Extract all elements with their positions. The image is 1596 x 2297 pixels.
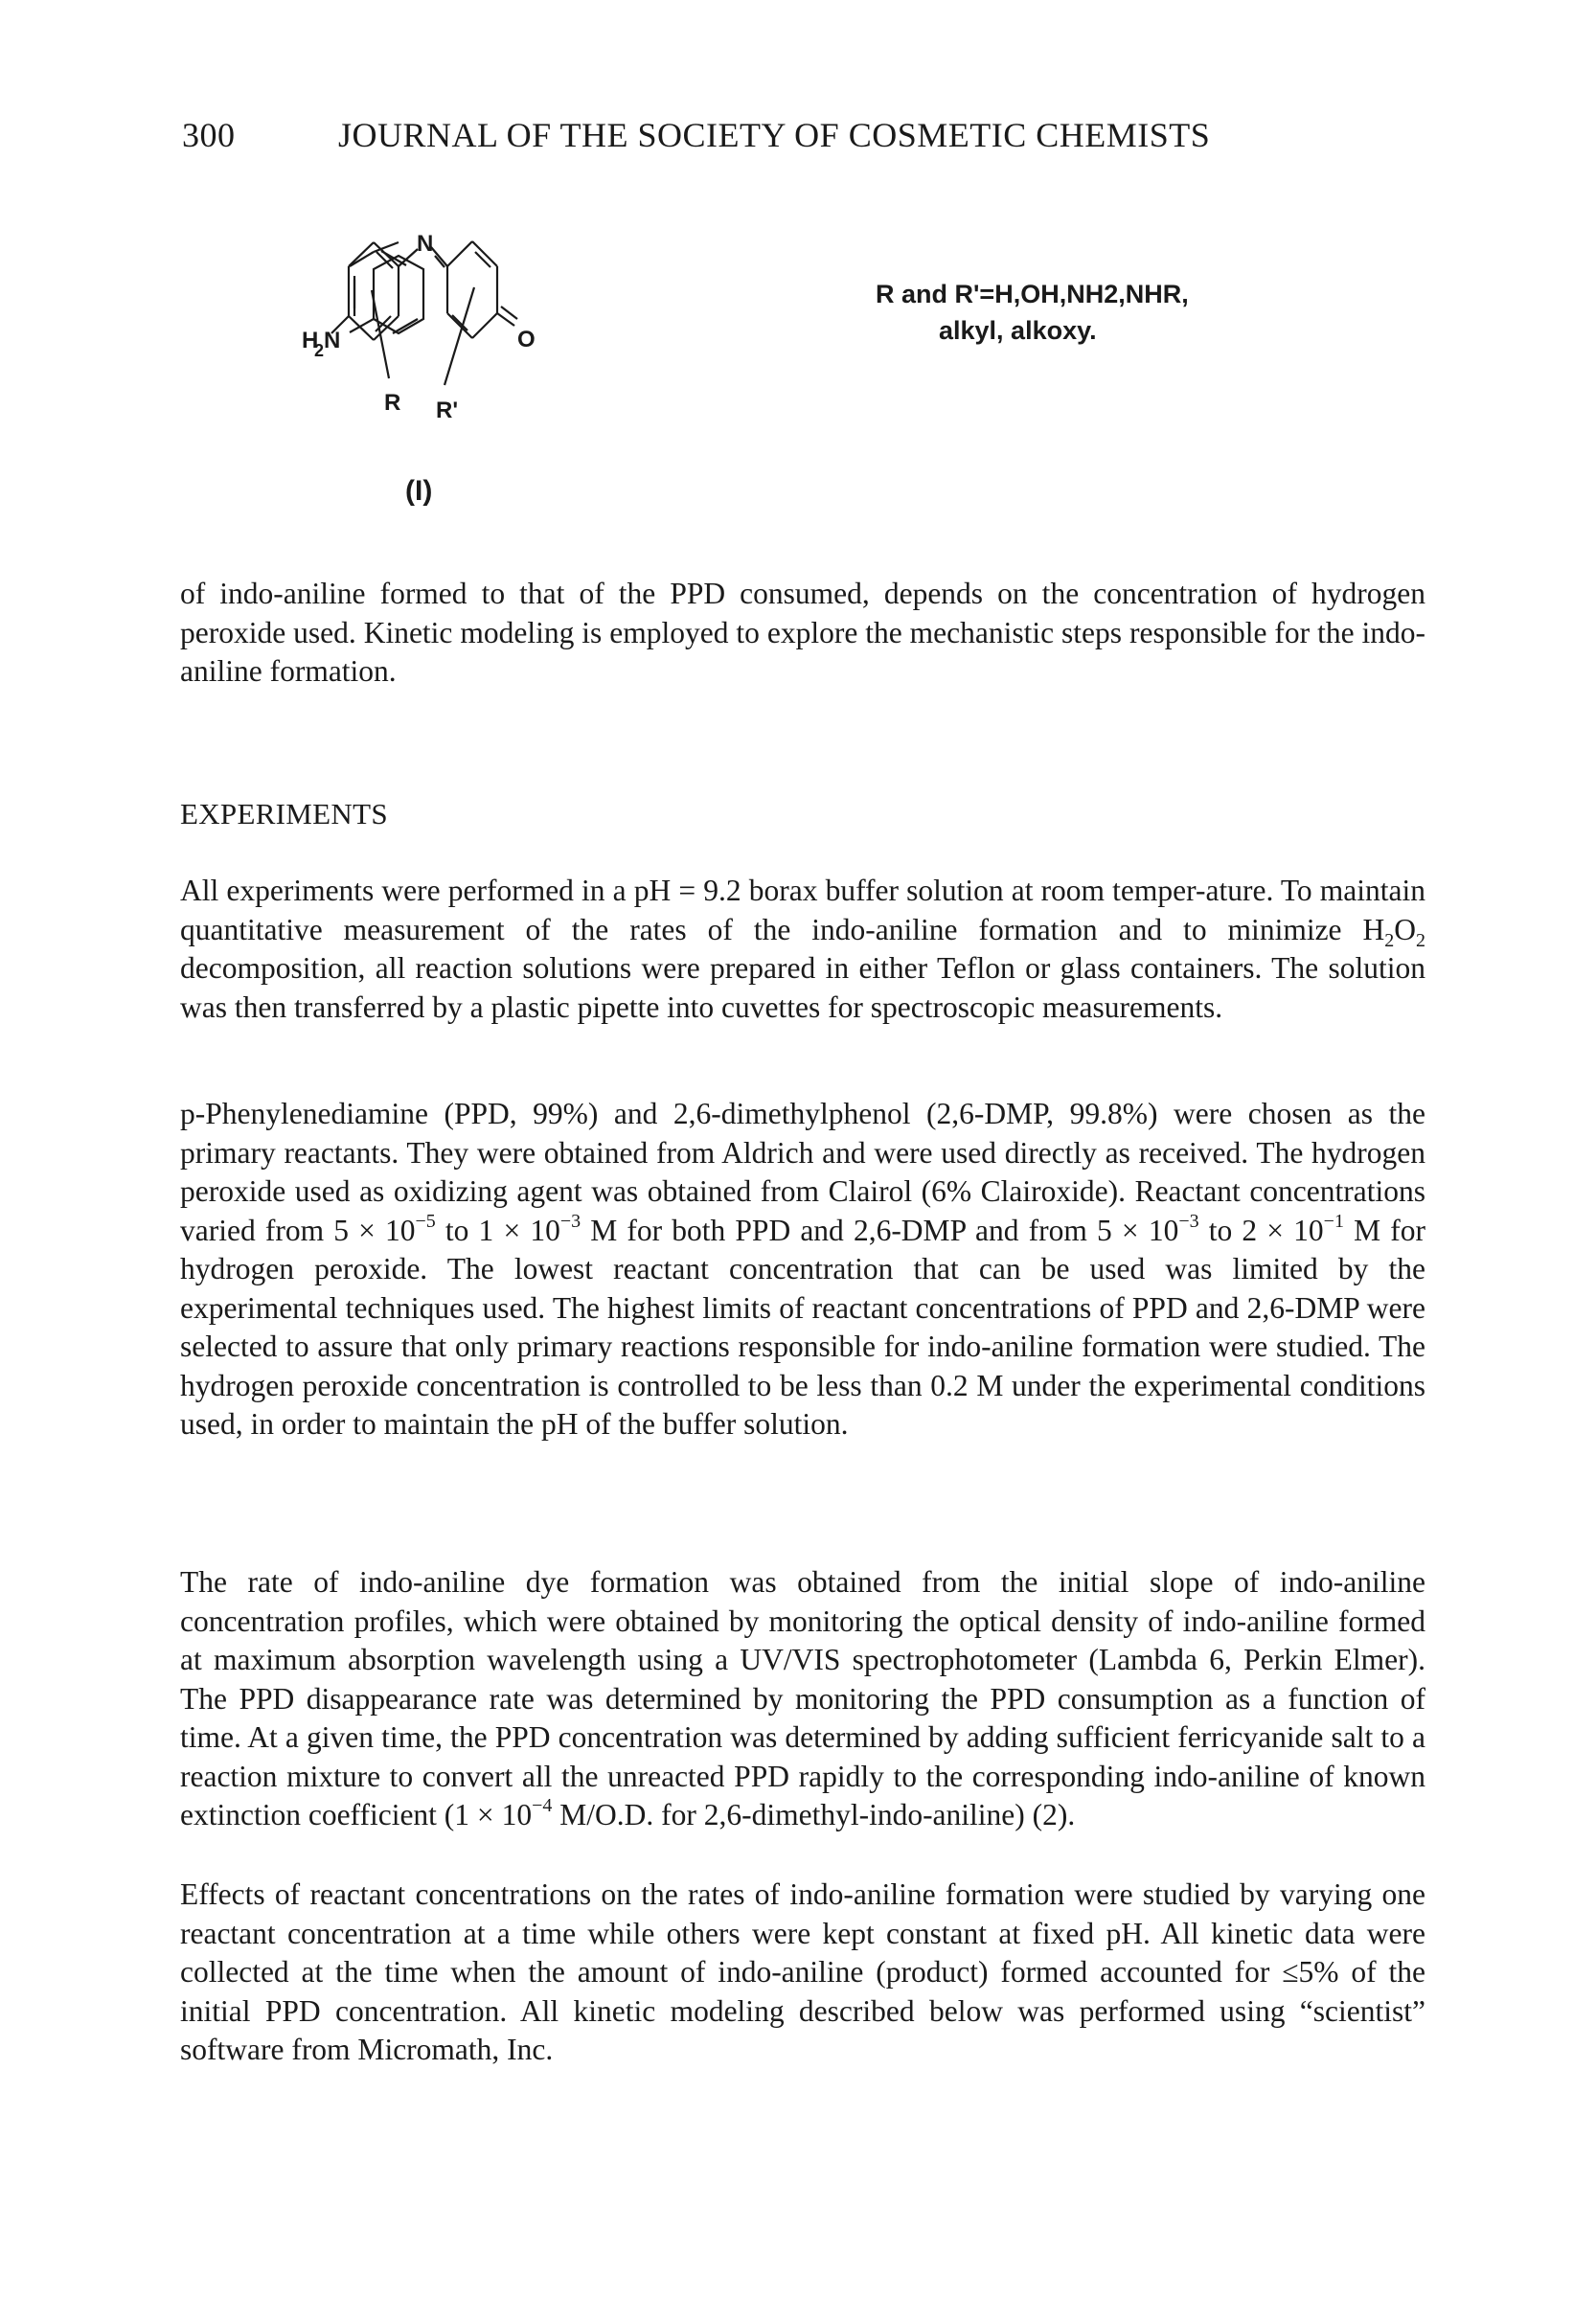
chemical-structure-figure [287,192,1341,556]
experiments-paragraph-1 [180,872,1425,1027]
paragraph-text: Effects of reactant concentrations on the rates of indo-aniline formation were studied by varying one reactant concentration at a time while others were kept constant at fixed pH. All kinetic data were collected at the time when the amount of indo-aniline (product) formed accounted for ≤5% of the initial PPD concentration. All kinetic modeling described below was performed using “scientist” software from Micromath, Inc. [180,1877,1425,2066]
indo-aniline-structure-diagram [287,192,1341,556]
substituent-note-line-2: alkyl, alkoxy. [939,316,1097,345]
page-number: 300 [182,116,236,154]
intro-text: of indo-aniline formed to that of the PPD consumed, depends on the concentration of hydrogen peroxide used. Kinetic modeling is employed to explore the mechanistic steps responsible for the indo-aniline formation. [180,577,1425,688]
experiments-paragraph-4 [180,1876,1425,2070]
substituent-note [876,276,1189,349]
journal-title: JOURNAL OF THE SOCIETY OF COSMETIC CHEMISTS [338,116,1211,154]
paragraph-text: All experiments were performed in a pH = 9.2 borax buffer solution at room temper-ature. To maintain quantitative measurement of the rates of the indo-aniline formation and to minimize $H_2O_2$ decomposition, all reaction solutions were prepared in either Teflon or glass containers. The solution was then transferred by a plastic pipette into cuvettes for spectroscopic measurements. [180,874,1425,1024]
r-substituent-label: R [384,390,401,416]
experiments-paragraph-2 [180,1095,1425,1444]
intro-paragraph [180,575,1425,692]
substituent-note-line-1: R and R'=H,OH,NH2,NHR, [876,280,1189,308]
amine-label: H [302,328,319,353]
amine-nitrogen-label: N [324,328,341,353]
r-prime-substituent-label: R' [436,398,459,423]
experiments-paragraph-3 [180,1563,1425,1835]
carbonyl-oxygen-label: O [517,327,536,353]
running-header [182,115,1427,163]
paragraph-text: The rate of indo-aniline dye formation was obtained from the initial slope of indo-aniline concentration profiles, which were obtained by monitoring the optical density of indo-aniline formed at maximum absorption wavelength using a UV/VIS spectrophotometer (Lambda 6, Perkin Elmer). The PPD disappearance rate was determined by monitoring the PPD consumption as a function of time. At a given time, the PPD concentration was determined by adding sufficient ferricyanide salt to a reaction mixture to convert all the unreacted PPD rapidly to the corresponding indo-aniline of known extinction coefficient ($1 \times 10^{-4}$ M/O.D. for 2,6-dimethyl-indo-aniline) (2). [180,1565,1425,1831]
imine-nitrogen-label: N [417,231,434,257]
figure-caption: (I) [405,475,433,507]
amine-subscript: 2 [314,341,325,360]
section-heading-experiments: EXPERIMENTS [180,797,388,830]
paragraph-text: p-Phenylenediamine (PPD, 99%) and 2,6-dimethylphenol (2,6-DMP, 99.8%) were chosen as the primary reactants. They were obtained from Aldrich and were used directly as received. The hydrogen peroxide used as oxidizing agent was obtained from Clairol (6% Clairoxide). Reactant concentrations varied from $5 \times 10^{-5}$ to $1 \times 10^{-3}$ M for both PPD and 2,6-DMP and from $5 \times 10^{-3}$ to $2 \times 10^{-1}$ M for hydrogen peroxide. The lowest reactant concentration that can be used was limited by the experimental techniques used. The highest limits of reactant concentrations of PPD and 2,6-DMP were selected to assure that only primary reactions responsible for indo-aniline formation were studied. The hydrogen peroxide concentration is controlled to be less than 0.2 M under the experimental conditions used, in order to maintain the pH of the buffer solution. [180,1097,1425,1441]
